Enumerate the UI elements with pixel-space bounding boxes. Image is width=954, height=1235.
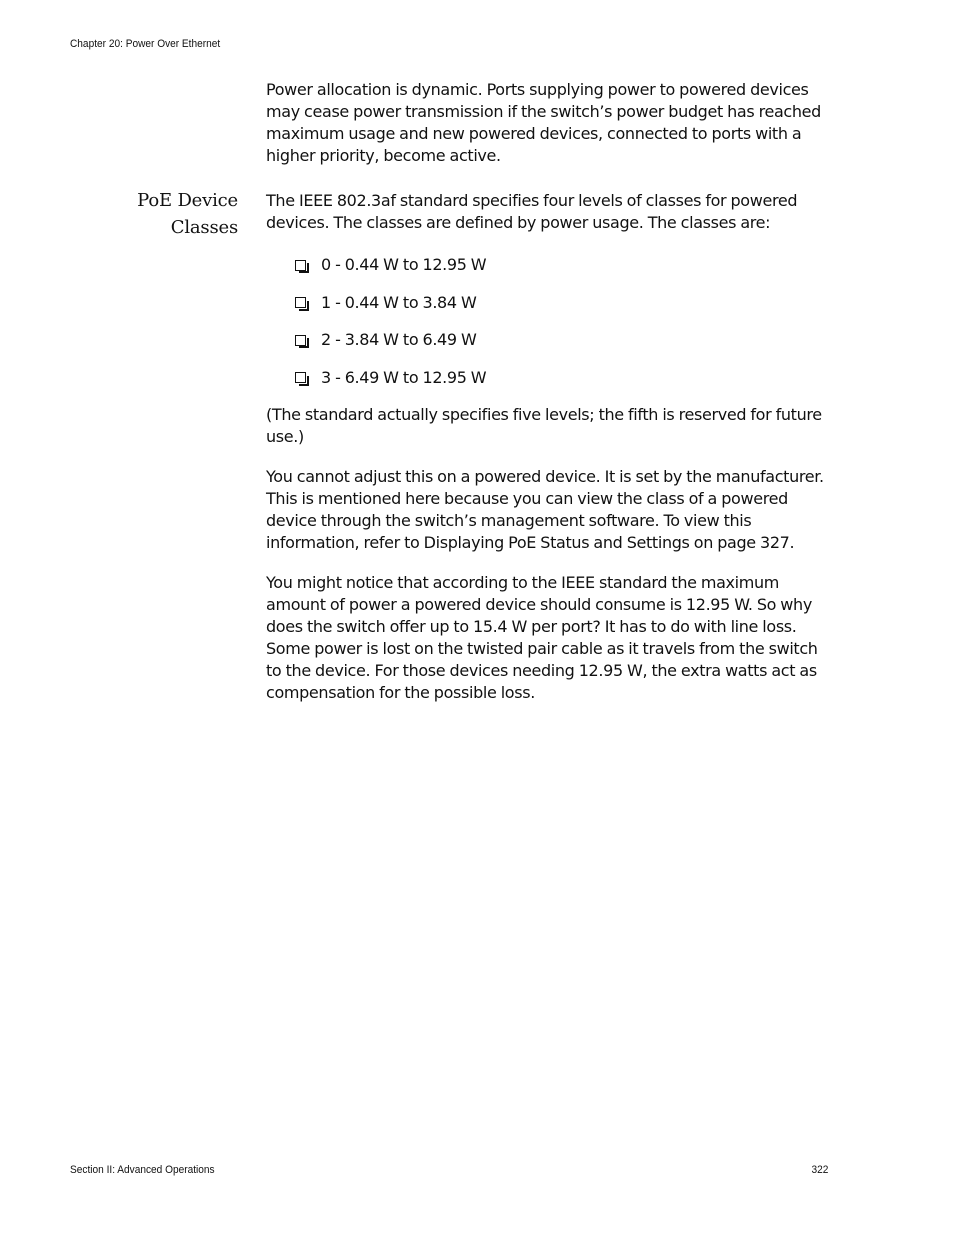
- class-list: [266, 254, 826, 389]
- list-item-text: 3 - 6.49 W to 12.95 W: [321, 367, 487, 387]
- checkbox-bullet-icon: [295, 297, 306, 308]
- checkbox-bullet-icon: [295, 372, 306, 383]
- intro-block: [266, 79, 826, 167]
- section-lead-paragraph: The IEEE 802.3af standard specifies four levels of classes for powered devices. The classes are defined by power usage. The classes are:: [266, 191, 798, 232]
- section-body: [266, 190, 826, 704]
- running-footer-section: Section II: Advanced Operations: [70, 1164, 215, 1176]
- running-header: Chapter 20: Power Over Ethernet: [70, 38, 221, 50]
- note-paragraph: (The standard actually specifies five levels; the fifth is reserved for future use.): [266, 405, 822, 446]
- page-number: 322: [811, 1164, 828, 1176]
- section-heading-line-1: PoE Device: [137, 190, 238, 211]
- list-item: [266, 329, 826, 351]
- line-loss-paragraph: You might notice that according to the IEEE standard the maximum amount of power a powered device should consume is 12.95 W. So why does the switch offer up to 15.4 W per port? It has to do with line loss. Some power is lost on the twisted pair cable as it travels from the switch to the device. For those devices needing 12.95 W, the extra watts act as compensation for the possible loss.: [266, 573, 818, 702]
- checkbox-bullet-icon: [295, 335, 306, 346]
- intro-paragraph: Power allocation is dynamic. Ports supplying power to powered devices may cease power transmission if the switch’s power budget has reached maximum usage and new powered devices, connected to ports with a higher priority, become active.: [266, 80, 821, 165]
- section-heading: [100, 187, 238, 241]
- list-item-text: 2 - 3.84 W to 6.49 W: [321, 330, 477, 349]
- list-item: [266, 292, 826, 314]
- list-item: [266, 367, 826, 389]
- list-item: [266, 254, 826, 276]
- adjust-paragraph: You cannot adjust this on a powered device. It is set by the manufacturer. This is mentioned here because you can view the class of a powered device through the switch’s management software. To view this information, refer to Displaying PoE Status and Settings on page 327.: [266, 467, 824, 552]
- list-item-text: 1 - 0.44 W to 3.84 W: [321, 292, 477, 312]
- section-heading-line-2: Classes: [170, 217, 238, 238]
- checkbox-bullet-icon: [295, 260, 306, 271]
- list-item-text: 0 - 0.44 W to 12.95 W: [321, 255, 487, 274]
